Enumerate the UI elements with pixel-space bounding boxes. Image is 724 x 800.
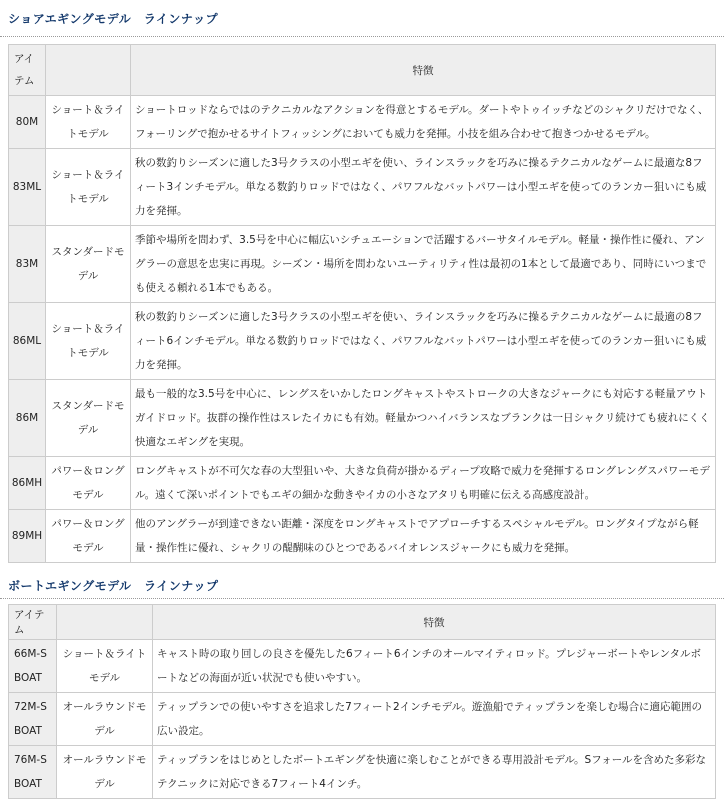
model-type: オールラウンドモデル	[57, 693, 153, 746]
item-code: 86ML	[9, 303, 46, 380]
item-code: 76M-S BOAT	[9, 746, 57, 799]
model-type: パワー＆ロングモデル	[46, 510, 131, 563]
feature-text: ティップランをはじめとしたボートエギングを快適に楽しむことができる専用設計モデル。Sフォールを含めた多彩なテクニックに対応できる7フィート4インチ。	[153, 746, 716, 799]
table-row	[9, 746, 716, 799]
header-feature: 特徴	[153, 605, 716, 640]
header-model	[57, 605, 153, 640]
feature-text: ロングキャストが不可欠な春の大型狙いや、大きな負荷が掛かるディープ攻略で威力を発揮するロングレングスパワーモデル。遠くて深いポイントでもエギの細かな動きやイカの小さなアタリも明確に伝える高感度設計。	[131, 457, 716, 510]
feature-text: 秋の数釣りシーズンに適した3号クラスの小型エギを使い、ラインスラックを巧みに操るテクニカルなゲームに最適の8フィート6インチモデル。単なる数釣りロッドではなく、パワフルなバットパワーは小型エギを使ってのランカー狙いにも威力を発揮。	[131, 303, 716, 380]
feature-text: 他のアングラーが到達できない距離・深度をロングキャストでアプローチするスペシャルモデル。ロングタイプながら軽量・操作性に優れ、シャクリの醍醐味のひとつであるバイオレンスジャークにも威力を発揮。	[131, 510, 716, 563]
item-code: 86M	[9, 380, 46, 457]
feature-text: 最も一般的な3.5号を中心に、レングスをいかしたロングキャストやストロークの大きなジャークにも対応する軽量アウトガイドロッド。抜群の操作性はスレたイカにも有効。軽量かつハイバランスなブランクは一日シャクリ続けても疲れにくく快適なエギングを実現。	[131, 380, 716, 457]
model-type: ショート＆ライトモデル	[46, 149, 131, 226]
item-code: 89MH	[9, 510, 46, 563]
item-code: 83M	[9, 226, 46, 303]
table-header-row	[9, 45, 716, 96]
item-code: 86MH	[9, 457, 46, 510]
table-row	[9, 457, 716, 510]
table-row	[9, 96, 716, 149]
item-code: 83ML	[9, 149, 46, 226]
header-feature: 特徴	[131, 45, 716, 96]
boat-lineup-table	[8, 604, 716, 799]
feature-text: ティップランでの使いやすさを追求した7フィート2インチモデル。遊漁船でティップランを楽しむ場合に適応範囲の広い設定。	[153, 693, 716, 746]
feature-text: 秋の数釣りシーズンに適した3号クラスの小型エギを使い、ラインスラックを巧みに操るテクニカルなゲームに最適な8フィート3インチモデル。単なる数釣りロッドではなく、パワフルなバットパワーは小型エギを使ってのランカー狙いにも威力を発揮。	[131, 149, 716, 226]
model-type: ショート＆ライトモデル	[46, 303, 131, 380]
table-row	[9, 693, 716, 746]
table-header-row	[9, 605, 716, 640]
model-type: オールラウンドモデル	[57, 746, 153, 799]
boat-section-divider	[0, 598, 724, 599]
model-type: スタンダードモデル	[46, 226, 131, 303]
model-type: ショート＆ライトモデル	[57, 640, 153, 693]
feature-text: キャスト時の取り回しの良さを優先した6フィート6インチのオールマイティロッド。プレジャーボートやレンタルボートなどの海面が近い状況でも使いやすい。	[153, 640, 716, 693]
header-item: アイテム	[9, 45, 46, 96]
item-code: 80M	[9, 96, 46, 149]
feature-text: 季節や場所を問わず、3.5号を中心に幅広いシチュエーションで活躍するバーサタイルモデル。軽量・操作性に優れ、アングラーの意思を忠実に再現。シーズン・場所を問わないユーティリティ性は最初の1本として最適であり、同時にいつまでも使える頼れる1本でもある。	[131, 226, 716, 303]
table-row	[9, 640, 716, 693]
shore-lineup-table	[8, 44, 716, 563]
shore-section-divider	[0, 36, 724, 37]
table-row	[9, 380, 716, 457]
header-item: アイテム	[9, 605, 57, 640]
table-row	[9, 226, 716, 303]
model-type: パワー＆ロングモデル	[46, 457, 131, 510]
item-code: 66M-S BOAT	[9, 640, 57, 693]
table-row	[9, 303, 716, 380]
item-code: 72M-S BOAT	[9, 693, 57, 746]
table-row	[9, 149, 716, 226]
header-model	[46, 45, 131, 96]
shore-section-title: ショアエギングモデル ラインナップ	[8, 12, 219, 26]
model-type: ショート＆ライトモデル	[46, 96, 131, 149]
table-row	[9, 510, 716, 563]
boat-section-title: ボートエギングモデル ラインナップ	[8, 579, 219, 593]
feature-text: ショートロッドならではのテクニカルなアクションを得意とするモデル。ダートやトゥイッチなどのシャクリだけでなく、フォーリングで抱かせるサイトフィッシングにおいても威力を発揮。小技を組み合わせて抱きつかせるモデル。	[131, 96, 716, 149]
model-type: スタンダードモデル	[46, 380, 131, 457]
